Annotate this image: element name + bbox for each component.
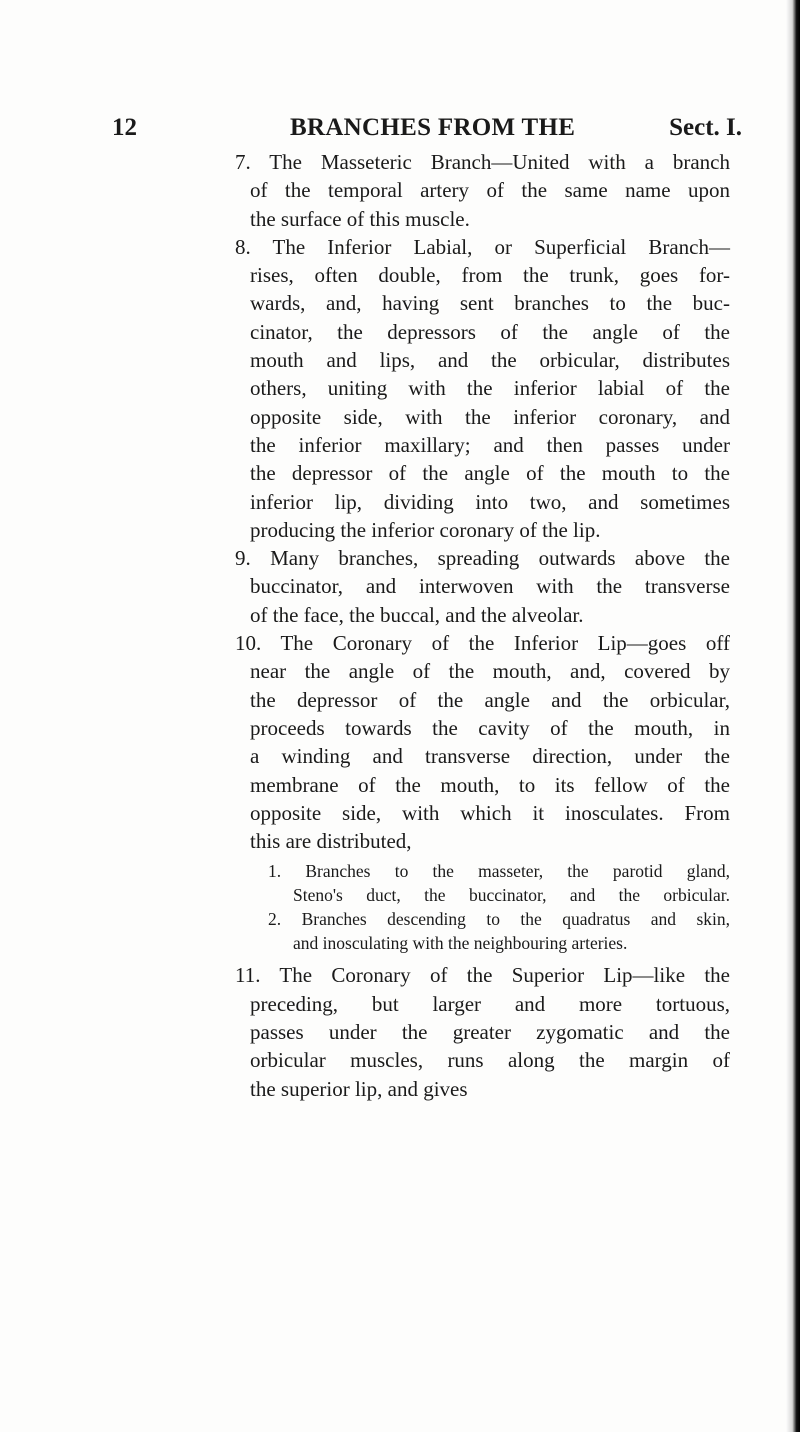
- text-line: this are distributed,: [250, 829, 412, 854]
- text-line: opposite side, with which it inosculates. From: [250, 800, 730, 825]
- sub-item-line: Steno's duct, the buccinator, and the orbicular.: [293, 885, 730, 906]
- text-line: the superior lip, and gives: [250, 1076, 468, 1101]
- text-line: passes under the greater zygomatic and the: [250, 1020, 730, 1045]
- paragraph-8: [235, 233, 730, 544]
- running-head: [112, 114, 742, 146]
- text-line: producing the inferior coronary of the lip.: [250, 517, 601, 542]
- text-line: opposite side, with the inferior coronary, and: [250, 404, 730, 429]
- text-line: 11. The Coronary of the Superior Lip—like the: [235, 963, 730, 988]
- paragraph-11: [235, 961, 730, 1102]
- text-line: of the face, the buccal, and the alveolar.: [250, 602, 584, 627]
- sub-item-line: 2. Branches descending to the quadratus and skin,: [268, 909, 730, 930]
- text-line: the surface of this muscle.: [250, 206, 470, 231]
- text-line: 7. The Masseteric Branch—United with a branch: [235, 150, 730, 174]
- paragraph-10: [235, 629, 730, 855]
- text-line: the inferior maxillary; and then passes under: [250, 432, 730, 457]
- text-line: the depressor of the angle and the orbicular,: [250, 687, 730, 712]
- text-line: inferior lip, dividing into two, and sometimes: [250, 489, 730, 514]
- text-line: others, uniting with the inferior labial of the: [250, 376, 730, 401]
- text-line: wards, and, having sent branches to the buc-: [250, 291, 730, 316]
- text-line: preceding, but larger and more tortuous,: [250, 991, 730, 1016]
- text-line: the depressor of the angle of the mouth to the: [250, 461, 730, 486]
- section-label: Sect. I.: [669, 114, 742, 141]
- sub-item-line: and inosculating with the neighbouring arteries.: [293, 933, 628, 954]
- page-edge-shadow: [786, 0, 800, 1432]
- text-line: mouth and lips, and the orbicular, distributes: [250, 348, 730, 373]
- page-number: 12: [112, 114, 137, 141]
- sub-item-list: [268, 859, 730, 955]
- paragraph-9: [235, 544, 730, 629]
- text-line: 8. The Inferior Labial, or Superficial Branch—: [235, 234, 730, 259]
- text-line: buccinator, and interwoven with the transverse: [250, 574, 730, 599]
- text-line: 9. Many branches, spreading outwards above the: [235, 546, 730, 571]
- text-line: cinator, the depressors of the angle of the: [250, 319, 730, 344]
- text-line: 10. The Coronary of the Inferior Lip—goes off: [235, 631, 730, 656]
- paragraph-7: [235, 148, 730, 233]
- text-line: proceeds towards the cavity of the mouth, in: [250, 715, 730, 740]
- body-text: [235, 148, 730, 1103]
- text-line: rises, often double, from the trunk, goes for-: [250, 263, 730, 288]
- sub-item-line: 1. Branches to the masseter, the parotid gland,: [268, 861, 730, 882]
- text-line: near the angle of the mouth, and, covered by: [250, 659, 730, 684]
- text-line: orbicular muscles, runs along the margin of: [250, 1048, 730, 1073]
- running-title: BRANCHES FROM THE: [290, 114, 576, 141]
- text-line: a winding and transverse direction, under the: [250, 744, 730, 769]
- text-line: of the temporal artery of the same name upon: [250, 178, 730, 203]
- text-line: membrane of the mouth, to its fellow of the: [250, 772, 730, 797]
